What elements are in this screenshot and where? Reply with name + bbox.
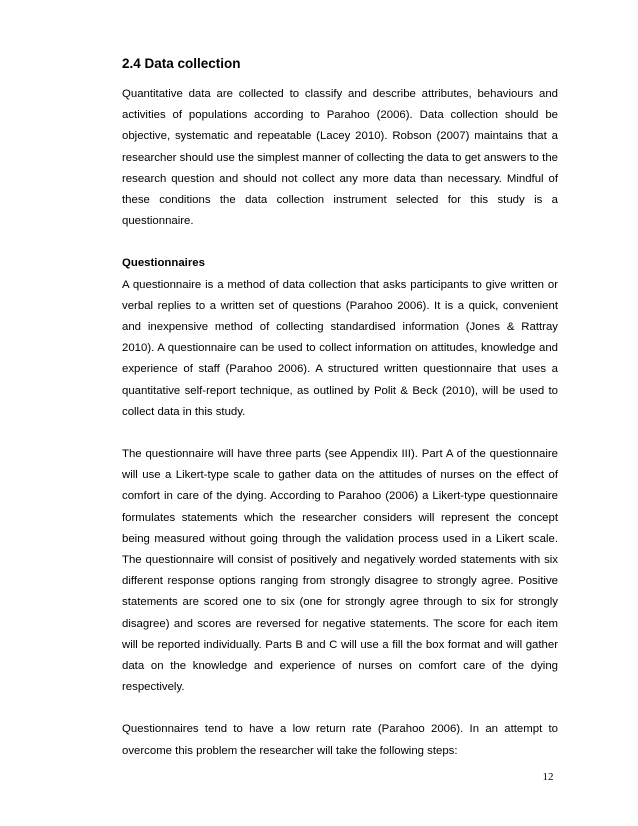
section-heading: 2.4 Data collection — [122, 56, 241, 71]
paragraph-gap — [122, 423, 558, 444]
page-number: 12 — [542, 771, 554, 783]
paragraph-gap — [122, 232, 558, 253]
return-rate-paragraph: Questionnaires tend to have a low return rate (Parahoo 2006). In an attempt to overcome this problem the researcher will take the following steps: — [122, 723, 558, 757]
parts-paragraph: The questionnaire will have three parts (see Appendix III). Part A of the questionnaire will use a Likert-type scale to gather data on the attitudes of nurses on the effect of comfort in care of the dying. According to Parahoo (2006) a Likert-type questionnaire formulates statements which the researcher considers will represent the concept being measured without going through the validation process used in a Likert scale. The questionnaire will consist of positively and negatively worded statements with six different response options ranging from strongly disagree to strongly agree. Positive statements are scored one to six (one for strongly agree through to six for strongly disagree) and scores are reversed for negative statements. The score for each item will be reported individually. Parts B and C will use a fill the box format and will gather data on the knowledge and experience of nurses on comfort care of the dying respectively. — [122, 448, 558, 694]
page-content — [122, 53, 558, 762]
questionnaire-paragraph: A questionnaire is a method of data collection that asks participants to give written or verbal replies to a written set of questions (Parahoo 2006). It is a quick, convenient and inexpensive method of collecting standardised information (Jones & Rattray 2010). A questionnaire can be used to collect information on attitudes, knowledge and experience of staff (Parahoo 2006). A structured written questionnaire that uses a quantitative self-report technique, as outlined by Polit & Beck (2010), will be used to collect data in this study. — [122, 278, 558, 418]
questionnaires-subheading: Questionnaires — [122, 257, 205, 270]
intro-paragraph: Quantitative data are collected to classify and describe attributes, behaviours and activities of populations according to Parahoo (2006). Data collection should be objective, systematic and repeatable (Lacey 2010). Robson (2007) maintains that a researcher should use the simplest manner of collecting the data to get answers to the research question and should not collect any more data than necessary. Mindful of these conditions the data collection instrument selected for this study is a questionnaire. — [122, 88, 558, 228]
paragraph-gap — [122, 698, 558, 719]
